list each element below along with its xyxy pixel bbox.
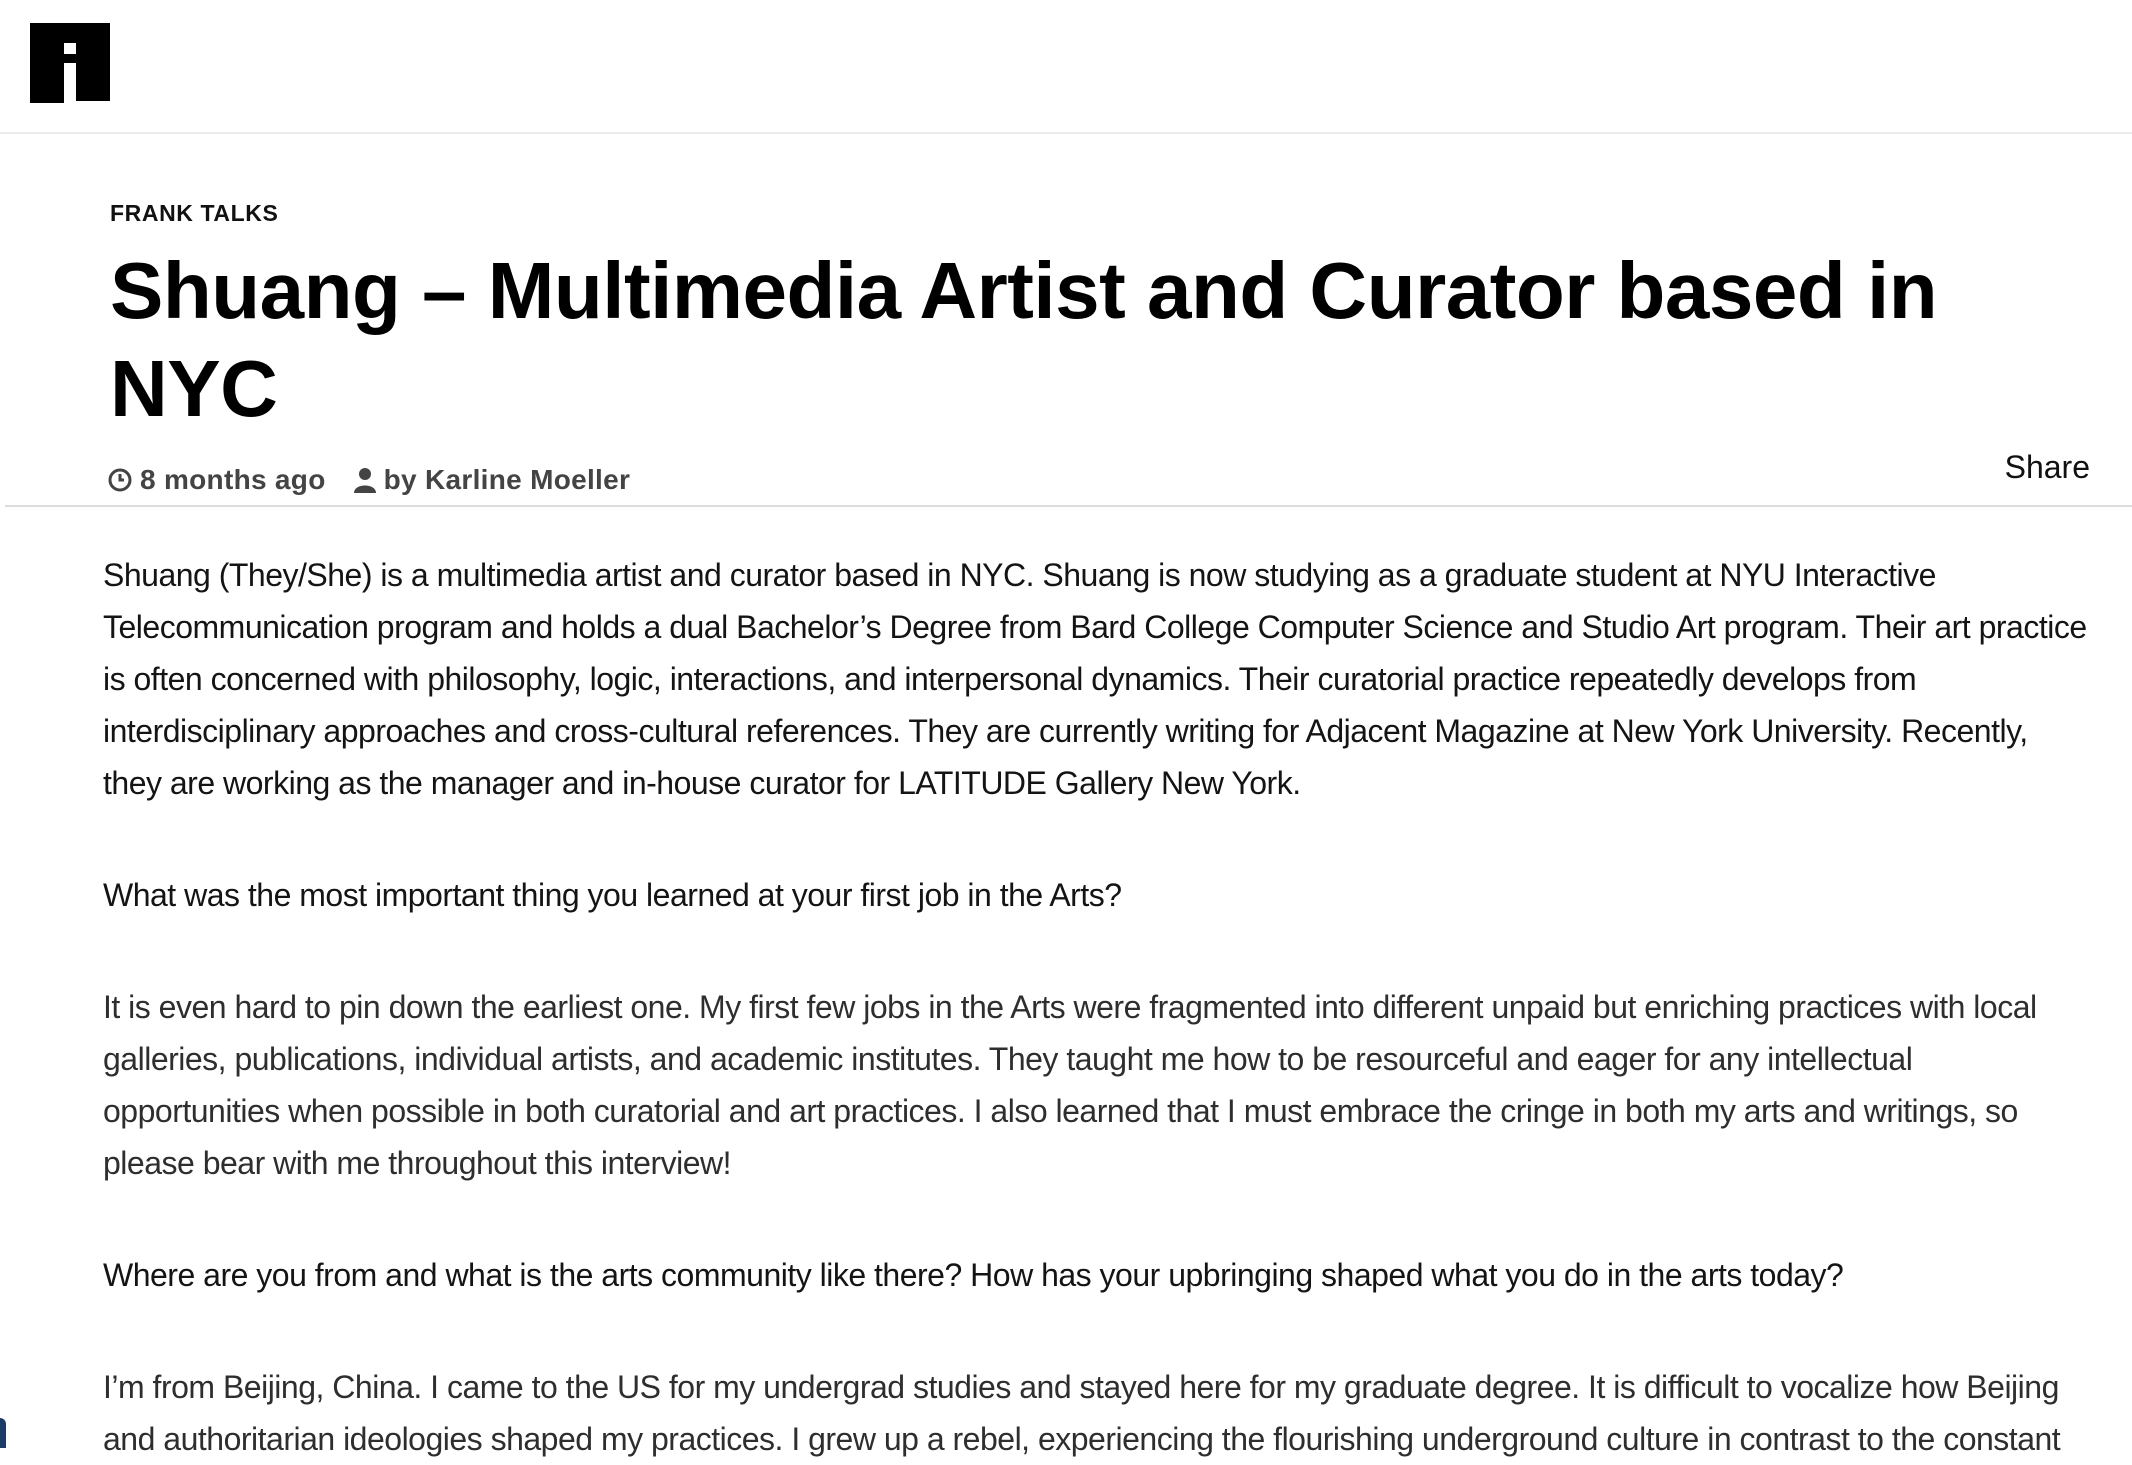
intro-paragraph: Shuang (They/She) is a multimedia artist and curator based in NYC. Shuang is now studying as a graduate student at NYU Interactive Telecommunication program and holds a dual Bachelor’s Degree from Bard College Computer Science and Studio Art program. Their art practice is often concerned with philosophy, logic, interactions, and interpersonal dynamics. Their curatorial practice repeatedly develops from interdisciplinary approaches and cross-cultural references. They are currently writing for Adjacent Magazine at New York University. Recently, they are working as the manager and in-house curator for LATITUDE Gallery New York.: [103, 557, 2087, 801]
article-meta: [108, 464, 630, 496]
user-icon: [354, 467, 376, 493]
category-link[interactable]: FRANK TALKS: [110, 200, 279, 226]
site-header: [0, 0, 2132, 134]
interview-question: What was the most important thing you learned at your first job in the Arts?: [103, 877, 1122, 913]
post-date-text: 8 months ago: [140, 464, 326, 495]
article-body: [103, 549, 2093, 1465]
interview-question: Where are you from and what is the arts community like there? How has your upbringing shaped what you do in the arts today?: [103, 1257, 1844, 1293]
article-title: Shuang – Multimedia Artist and Curator based in NYC: [110, 246, 1938, 433]
edge-widget: [0, 1418, 6, 1448]
header-divider: [5, 505, 2132, 507]
semicolon-block-logo-icon: [30, 23, 110, 103]
post-author-text: by Karline Moeller: [383, 464, 631, 495]
interview-answer: It is even hard to pin down the earliest one. My first few jobs in the Arts were fragmented into different unpaid but enriching practices with local galleries, publications, individual artists, and academic institutes. They taught me how to be resourceful and eager for any intellectual opportunities when possible in both curatorial and art practices. I also learned that I must embrace the cringe in both my arts and writings, so please bear with me throughout this interview!: [103, 989, 2037, 1181]
clock-icon: [108, 468, 132, 492]
share-button[interactable]: Share: [2004, 449, 2090, 485]
post-author[interactable]: [354, 464, 631, 496]
site-logo[interactable]: [30, 23, 110, 103]
interview-answer: I’m from Beijing, China. I came to the US for my undergrad studies and stayed here for my graduate degree. It is difficult to vocalize how Beijing and authoritarian ideologies shaped my practices. I grew up a rebel, experiencing the flourishing underground culture in contrast to the constant: [103, 1369, 2061, 1457]
post-date: [108, 464, 326, 496]
